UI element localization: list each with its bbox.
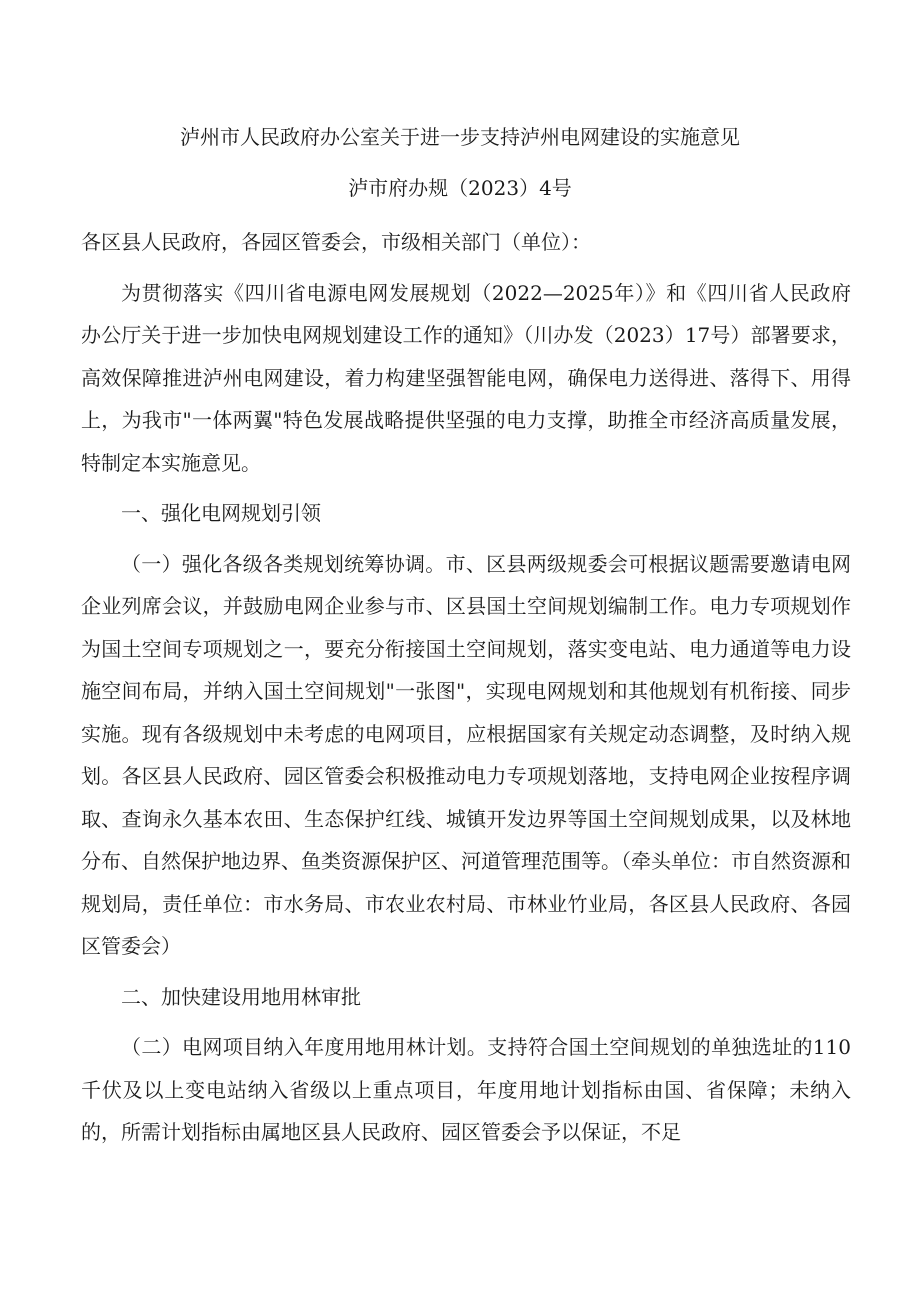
paragraph-intro: 为贯彻落实《四川省电源电网发展规划（2022—2025年）》和《四川省人民政府办公厅关于进一步加快电网规划建设工作的通知》（川办发（2023）17号）部署要求，高效保障推进泸州电网建设，着力构建坚强智能电网，确保电力送得进、落得下、用得上，为我市"一体两翼"特色发展战略提供坚强的电力支撑，助推全市经济高质量发展，特制定本实施意见。 <box>81 280 851 475</box>
document-number: 泸市府办规（2023）4号 <box>348 176 572 200</box>
document-body <box>81 221 851 1162</box>
document-title: 泸州市人民政府办公室关于进一步支持泸州电网建设的实施意见 <box>180 125 740 149</box>
addressee: 各区县人民政府，各园区管委会，市级相关部门（单位）： <box>81 230 591 254</box>
paragraph-item-2: （二）电网项目纳入年度用地用林计划。支持符合国土空间规划的单独选址的110千伏及以上变电站纳入省级以上重点项目，年度用地计划指标由国、省保障；未纳入的，所需计划指标由属地区县人民政府、园区管委会予以保证，不足 <box>81 1035 851 1144</box>
section-heading-2: 二、加快建设用地用林审批 <box>121 984 361 1009</box>
paragraph-item-1: （一）强化各级各类规划统筹协调。市、区县两级规委会可根据议题需要邀请电网企业列席会议，并鼓励电网企业参与市、区县国土空间规划编制工作。电力专项规划作为国土空间专项规划之一，要充分衔接国土空间规划，落实变电站、电力通道等电力设施空间布局，并纳入国土空间规划"一张图"，实现电网规划和其他规划有机衔接、同步实施。现有各级规划中未考虑的电网项目，应根据国家有关规定动态调整，及时纳入规划。各区县人民政府、园区管委会积极推动电力专项规划落地，支持电网企业按程序调取、查询永久基本农田、生态保护红线、城镇开发边界等国土空间规划成果，以及林地分布、自然保护地边界、鱼类资源保护区、河道管理范围等。（牵头单位：市自然资源和规划局，责任单位：市水务局、市农业农村局、市林业竹业局，各区县人民政府、各园区管委会） <box>81 551 851 958</box>
section-heading-1: 一、强化电网规划引领 <box>121 501 321 525</box>
